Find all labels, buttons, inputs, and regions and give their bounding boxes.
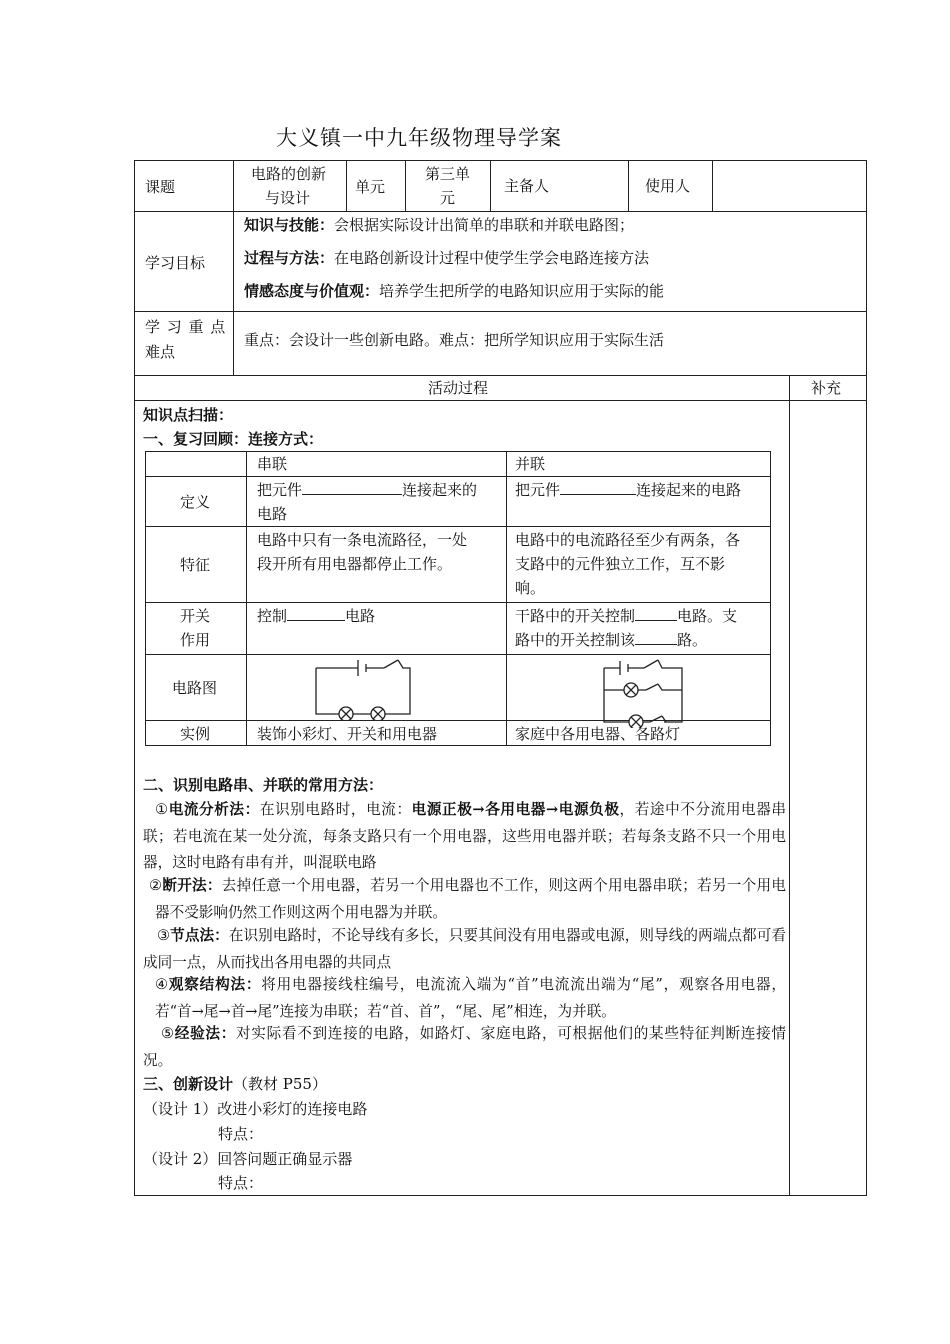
col-divider xyxy=(712,160,713,211)
blank-line xyxy=(635,628,677,645)
table-row-divider xyxy=(145,476,771,477)
definition-parallel: 把元件 xyxy=(515,481,561,499)
table-col-divider xyxy=(246,451,247,746)
method-1-text: 在识别电路时，电流： xyxy=(259,801,412,818)
activity-header: 活动过程 xyxy=(428,379,489,397)
method-2-text: 去掉任意一个用电器，若另一个用电器也不工作，则这两个用电器串联；若另一个用电器不受影响仍然工作则这两个用电器为并联。 xyxy=(155,877,786,921)
row-divider xyxy=(134,400,867,401)
definition-parallel: 连接起来的电路 xyxy=(636,481,742,499)
series-circuit-diagram xyxy=(300,656,420,720)
col-parallel-header: 并联 xyxy=(515,455,546,473)
row-divider xyxy=(134,375,867,376)
method-1-label: 电流分析法： xyxy=(168,801,260,818)
method-5-label: 经验法： xyxy=(174,1025,236,1042)
switch-series: 控制 xyxy=(257,607,288,625)
switch-label: 开关 xyxy=(180,607,211,625)
method-1-text: ，若途中不分流用电器串联；若电流在某一处分流，每条支路只有一个用电器，这些用电器并联；若每条支路不只一个用电器，这时电路有串有并，叫混联电路 xyxy=(143,801,786,871)
example-series: 装饰小彩灯、开关和用电器 xyxy=(257,725,438,743)
user-label: 使用人 xyxy=(645,177,691,195)
method-1-number: ① xyxy=(155,801,169,818)
feature-parallel: 支路中的元件独立工作，互不影 xyxy=(515,555,726,573)
switch-parallel: 干路中的开关控制 xyxy=(515,607,636,625)
goals-label: 学习目标 xyxy=(145,254,206,272)
topic-label: 课题 xyxy=(145,178,176,196)
design-2-feature: 特点： xyxy=(218,1174,264,1192)
method-2 xyxy=(143,873,786,926)
definition-label: 定义 xyxy=(180,493,211,511)
feature-label: 特征 xyxy=(180,556,211,574)
design-1-feature: 特点： xyxy=(218,1125,264,1143)
method-2-number: ② xyxy=(149,877,163,894)
table-col-divider xyxy=(506,451,507,746)
switch-parallel: 路。 xyxy=(677,631,708,649)
definition-series: 连接起来的 xyxy=(402,481,478,499)
unit-value: 第三单 xyxy=(425,165,471,183)
table-row-divider xyxy=(145,654,771,655)
parallel-circuit-diagram xyxy=(594,656,690,728)
method-1 xyxy=(143,797,786,877)
row-divider xyxy=(134,211,867,212)
example-label: 实例 xyxy=(180,725,211,743)
feature-parallel: 电路中的电流路径至少有两条，各 xyxy=(515,531,741,549)
emotion-label: 情感态度与价值观： xyxy=(244,282,380,300)
method-5 xyxy=(143,1021,786,1074)
design-2-title: （设计 2）回答问题正确显示器 xyxy=(143,1150,353,1168)
table-row-divider xyxy=(145,526,771,527)
knowledge-text: 会根据实际设计出简单的串联和并联电路图； xyxy=(334,216,635,234)
definition-series: 电路 xyxy=(257,505,288,523)
method-3 xyxy=(143,923,786,976)
method-5-number: ⑤ xyxy=(161,1025,175,1042)
unit-label: 单元 xyxy=(355,178,386,196)
emotion-text: 培养学生把所学的电路知识应用于实际的能 xyxy=(379,282,665,300)
knowledge-label: 知识与技能： xyxy=(244,216,335,234)
definition-series: 把元件 xyxy=(257,481,303,499)
col-divider xyxy=(233,160,234,375)
scan-title: 知识点扫描： xyxy=(143,406,234,424)
feature-series: 段开所有用电器都停止工作。 xyxy=(257,555,453,573)
col-divider xyxy=(346,160,347,211)
topic-value: 与设计 xyxy=(265,189,311,207)
method-2-label: 断开法： xyxy=(162,877,222,894)
keypoints-text: 重点：会设计一些创新电路。难点：把所学知识应用于实际生活 xyxy=(244,331,665,349)
switch-parallel: 电路。支 xyxy=(677,607,738,625)
preparer-label: 主备人 xyxy=(504,177,550,195)
table-row-divider xyxy=(145,602,771,603)
method-3-text: 在识别电路时，不论导线有多长，只要其间没有用电器或电源，则导线的两端点都可看成同一点，从而找出各用电器的共同点 xyxy=(143,927,786,971)
method-4-text: 将用电器接线柱编号，电流流入端为“首”电流流出端为“尾”，观察各用电器，若“首→尾→首→尾”连接为串联；若“首、首”，“尾、尾”相连，为并联。 xyxy=(155,976,786,1020)
method-4 xyxy=(143,972,786,1025)
keypoints-label: 难点 xyxy=(145,343,176,361)
method-3-number: ③ xyxy=(157,927,171,944)
blank-line xyxy=(302,478,402,495)
supplement-divider xyxy=(789,375,790,1196)
method-4-label: 观察结构法： xyxy=(168,976,262,993)
section3-title: 三、创新设计 xyxy=(143,1075,234,1093)
supplement-header: 补充 xyxy=(811,379,842,397)
method-5-text: 对实际看不到连接的电路，如路灯、家庭电路，可根据他们的某些特征判断连接情况。 xyxy=(143,1025,786,1069)
col-divider xyxy=(490,160,491,211)
diagram-label: 电路图 xyxy=(172,679,218,697)
document-title: 大义镇一中九年级物理导学案 xyxy=(276,126,562,150)
switch-label: 作用 xyxy=(180,631,211,649)
topic-value: 电路的创新 xyxy=(251,165,327,183)
feature-series: 电路中只有一条电流路径，一处 xyxy=(257,531,468,549)
blank-line xyxy=(287,604,345,621)
switch-series: 电路 xyxy=(345,607,376,625)
unit-value: 元 xyxy=(440,189,456,207)
process-text: 在电路创新设计过程中使学生学会电路连接方法 xyxy=(334,249,650,267)
keypoints-label: 学 习 重 点 xyxy=(145,318,226,336)
example-parallel: 家庭中各用电器、各路灯 xyxy=(515,725,681,743)
process-label: 过程与方法： xyxy=(244,249,335,267)
method-3-label: 节点法： xyxy=(170,927,229,944)
section3-textbook-ref: （教材 P55） xyxy=(233,1075,327,1093)
design-1-title: （设计 1）改进小彩灯的连接电路 xyxy=(143,1100,368,1118)
method-1-current-path: 电源正极→各用电器→电源负极 xyxy=(411,801,620,818)
col-divider xyxy=(405,160,406,211)
blank-line xyxy=(635,604,677,621)
col-divider xyxy=(628,160,629,211)
col-series-header: 串联 xyxy=(257,455,288,473)
section1-title: 一、复习回顾：连接方式： xyxy=(143,430,324,448)
section2-title: 二、识别电路串、并联的常用方法： xyxy=(143,776,384,794)
blank-line xyxy=(560,478,636,495)
method-4-number: ④ xyxy=(155,976,169,993)
switch-parallel: 路中的开关控制该 xyxy=(515,631,636,649)
feature-parallel: 响。 xyxy=(515,579,546,597)
row-divider xyxy=(134,311,867,312)
